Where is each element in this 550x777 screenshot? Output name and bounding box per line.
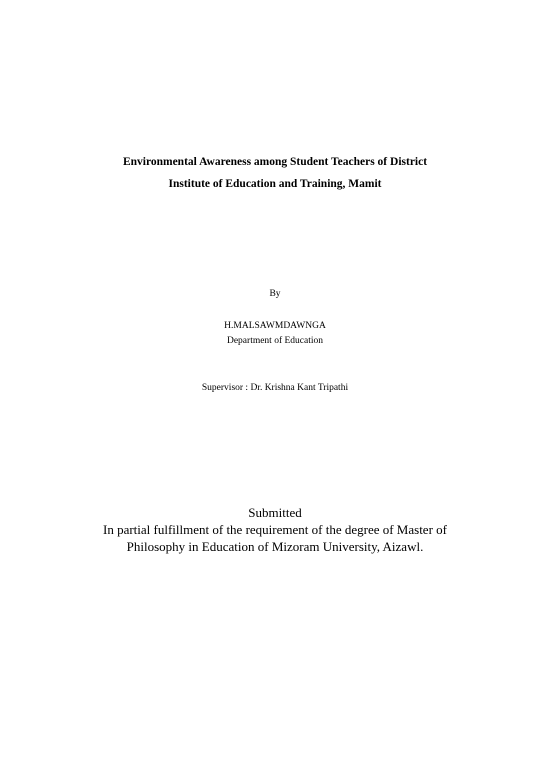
title-line-2: Institute of Education and Training, Mamit xyxy=(168,178,382,190)
supervisor-line: Supervisor : Dr. Krishna Kant Tripathi xyxy=(201,383,349,393)
title-line-1: Environmental Awareness among Student Teachers of District xyxy=(122,156,428,168)
submission-line-1: In partial fulfillment of the requirement of the degree of Master of xyxy=(102,522,447,537)
author-name: H.MALSAWMDAWNGA xyxy=(224,321,326,331)
department-name: Department of Education xyxy=(226,336,324,346)
submitted-heading: Submitted xyxy=(248,505,302,520)
by-label: By xyxy=(269,289,281,299)
submission-line-2: Philosophy in Education of Mizoram University, Aizawl. xyxy=(126,539,424,554)
